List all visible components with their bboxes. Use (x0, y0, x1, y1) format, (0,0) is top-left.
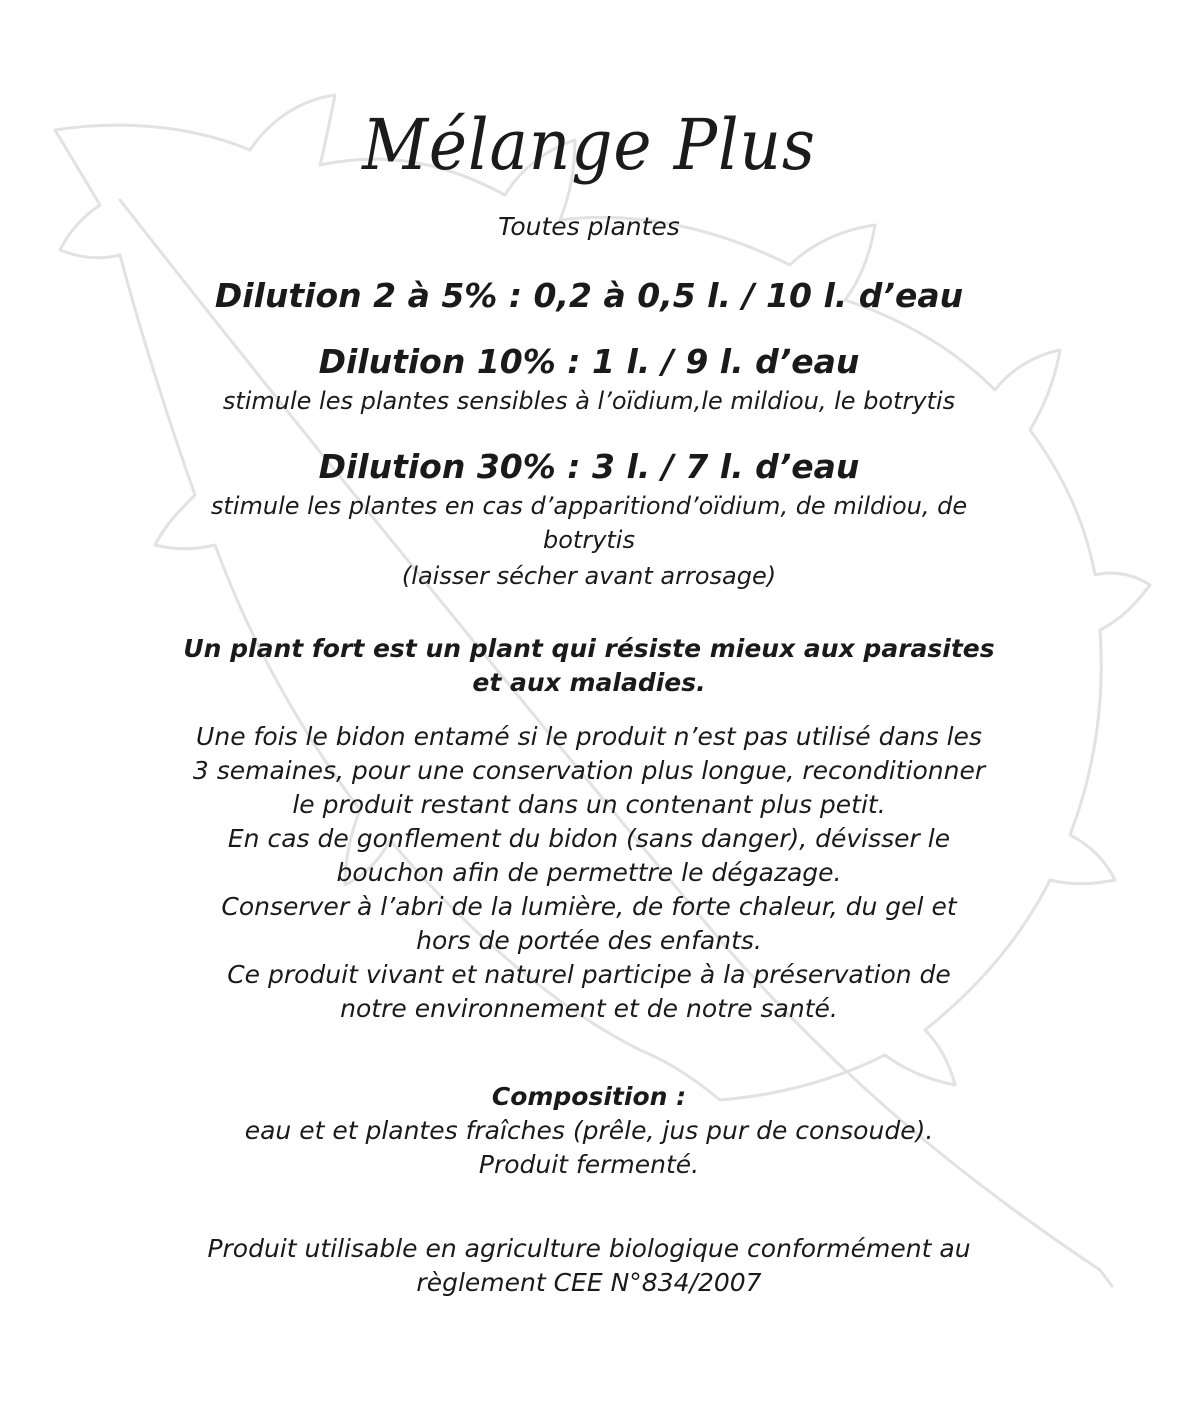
tagline (120, 632, 1058, 700)
dilution-note-3-line-1: stimule les plantes en cas d’apparitiond’oïdium, de mildiou, de (210, 492, 968, 520)
dilution-note-3-line-2: botrytis (543, 526, 635, 554)
composition-line: eau et et plantes fraîches (prêle, jus pur de consoude). (244, 1116, 934, 1145)
dilution-note-2: stimule les plantes sensibles à l’oïdium,le mildiou, le botrytis (222, 387, 956, 415)
advice-line: 3 semaines, pour une conservation plus longue, reconditionner (192, 756, 986, 785)
composition (120, 1080, 1058, 1182)
advice-line: bouchon afin de permettre le dégazage. (336, 858, 842, 887)
tagline-line: Un plant fort est un plant qui résiste mieux aux parasites (183, 634, 995, 663)
advice-line: Conserver à l’abri de la lumière, de forte chaleur, du gel et (221, 892, 957, 921)
advice-line: hors de portée des enfants. (416, 926, 762, 955)
certification-line: Produit utilisable en agriculture biologique conformément au (207, 1234, 971, 1263)
advice-line: Une fois le bidon entamé si le produit n’est pas utilisé dans les (196, 722, 982, 751)
tagline-line: et aux maladies. (472, 668, 706, 697)
composition-heading: Composition : (491, 1082, 687, 1111)
advice-line: Ce produit vivant et naturel participe à la préservation de (227, 960, 951, 989)
dilution-heading-1: Dilution 2 à 5% : 0,2 à 0,5 l. / 10 l. d’eau (214, 276, 964, 315)
product-title: Mélange Plus (362, 104, 816, 186)
product-subtitle: Toutes plantes (498, 212, 680, 241)
usage-advice (100, 720, 1078, 1026)
advice-line: notre environnement et de notre santé. (340, 994, 838, 1023)
certification-line: règlement CEE N°834/2007 (416, 1268, 762, 1297)
dilution-heading-2: Dilution 10% : 1 l. / 9 l. d’eau (318, 342, 860, 381)
advice-line: En cas de gonflement du bidon (sans danger), dévisser le (227, 824, 951, 853)
composition-line: Produit fermenté. (478, 1150, 700, 1179)
certification (120, 1232, 1058, 1300)
dilution-note-3-line-3: (laisser sécher avant arrosage) (401, 562, 777, 590)
advice-line: le produit restant dans un contenant plus petit. (292, 790, 886, 819)
dilution-heading-3: Dilution 30% : 3 l. / 7 l. d’eau (318, 447, 860, 486)
